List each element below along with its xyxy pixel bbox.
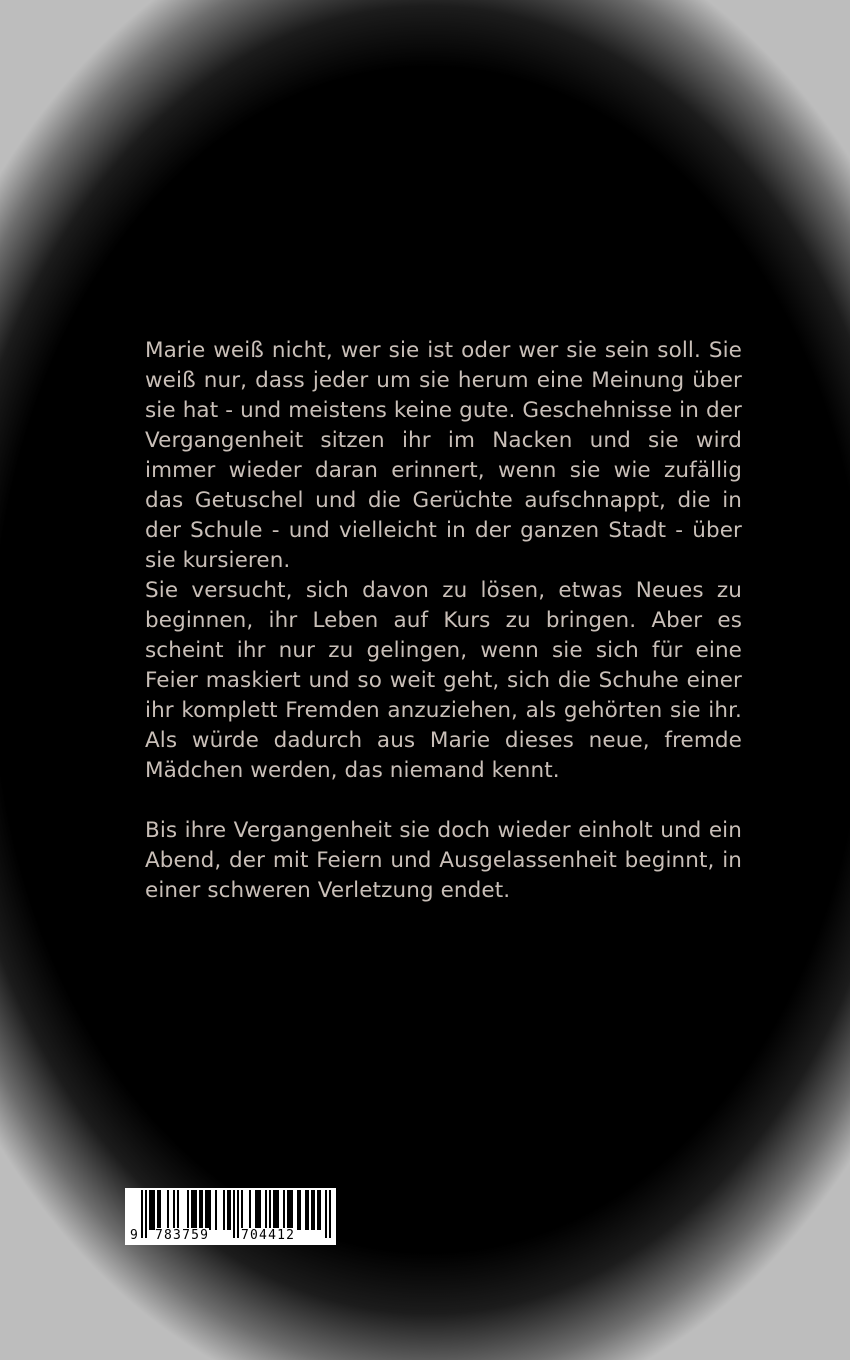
barcode-bar: [275, 1190, 277, 1230]
blurb-paragraph-3: Bis ihre Vergangenheit sie doch wieder einholt und ein Abend, der mit Feiern und Ausgelassenheit beginnt, in einer schweren Verletzung endet.: [145, 818, 742, 903]
barcode-lead-digit: 9: [130, 1228, 140, 1243]
blurb-paragraph-1: Marie weiß nicht, wer sie ist oder wer sie sein soll. Sie weiß nur, dass jeder um sie herum eine Meinung über sie hat - und meistens keine gute. Geschehnisse in der Vergangenheit sitzen ihr im Nacken und sie wird immer wieder daran erinnert, wenn sie wie zufällig das Getuschel und die Gerüchte aufschnappt, die in der Schule - und vielleicht in der ganzen Stadt - über sie kursieren.: [145, 338, 742, 573]
barcode-bar: [199, 1190, 201, 1230]
barcode-bar: [283, 1190, 285, 1230]
blurb-paragraph-2: Sie versucht, sich davon zu lösen, etwas Neues zu beginnen, ihr Leben auf Kurs zu bringen. Aber es scheint ihr nur zu gelingen, wenn sie sich für eine Feier maskiert und so weit geht, sich die Schuhe einer ihr komplett Fremden anzuziehen, als gehörten sie ihr. Als würde dadurch aus Marie dieses neue, fremde Mädchen werden, das niemand kennt.: [145, 578, 742, 783]
barcode-bar: [153, 1190, 155, 1230]
barcode-bar: [173, 1190, 175, 1230]
barcode-bar: [307, 1190, 309, 1230]
barcode-bar: [215, 1190, 217, 1230]
barcode-left-group: 783759: [155, 1228, 210, 1243]
barcode-bar: [269, 1190, 271, 1230]
barcode-bar: [317, 1190, 319, 1230]
barcode-bar: [159, 1190, 161, 1230]
isbn-barcode: [125, 1188, 336, 1245]
barcode-bar: [249, 1190, 251, 1230]
barcode-bar: [305, 1190, 307, 1230]
barcode-bar: [157, 1190, 159, 1230]
barcode-bar: [205, 1190, 207, 1230]
book-blurb: [145, 336, 742, 906]
barcode-bar: [177, 1190, 179, 1230]
barcode-bar: [311, 1190, 313, 1230]
barcode-bar: [193, 1190, 195, 1230]
barcode-bar: [207, 1190, 209, 1230]
barcode-bar: [149, 1190, 151, 1230]
barcode-bar: [257, 1190, 259, 1230]
barcode-right-group: 704412: [241, 1228, 296, 1243]
barcode-bar: [201, 1190, 203, 1230]
barcode-bar: [241, 1190, 243, 1230]
barcode-bar: [289, 1190, 291, 1230]
barcode-bar: [297, 1190, 299, 1230]
barcode-digits: [125, 1228, 336, 1244]
barcode-bar: [191, 1190, 193, 1230]
barcode-bar: [259, 1190, 261, 1230]
barcode-bar: [319, 1190, 321, 1230]
barcode-bar: [223, 1190, 225, 1230]
barcode-bar: [287, 1190, 289, 1230]
barcode-bar: [151, 1190, 153, 1230]
barcode-bar: [273, 1190, 275, 1230]
barcode-bar: [265, 1190, 267, 1230]
barcode-bar: [167, 1190, 169, 1230]
barcode-bar: [229, 1190, 231, 1230]
barcode-bar: [313, 1190, 315, 1230]
barcode-bar: [255, 1190, 257, 1230]
barcode-bar: [291, 1190, 293, 1230]
barcode-bar: [209, 1190, 211, 1230]
barcode-bar: [195, 1190, 197, 1230]
barcode-bar: [299, 1190, 301, 1230]
barcode-bar: [277, 1190, 279, 1230]
barcode-bar: [187, 1190, 189, 1230]
barcode-bar: [227, 1190, 229, 1230]
